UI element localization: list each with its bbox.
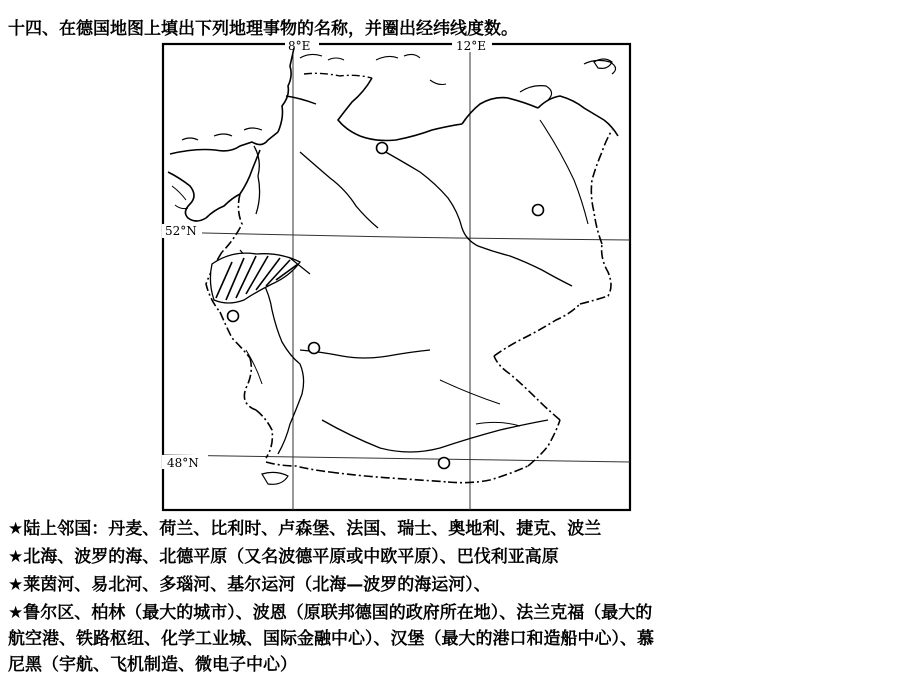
city-circle-bonn xyxy=(228,311,239,322)
weser-river xyxy=(300,152,378,228)
item-rivers: ★莱茵河、易北河、多瑙河、基尔运河（北海—波罗的海运河）、 xyxy=(8,575,491,595)
item-cities-2: 航空港、铁路枢纽、化学工业城、国际金融中心）、汉堡（最大的港口和造船中心）、慕 xyxy=(8,629,654,649)
city-circle-munich xyxy=(439,458,450,469)
lat-label-52n: 52°N xyxy=(165,224,197,238)
city-markers xyxy=(228,143,544,469)
city-circle-hamburg xyxy=(377,143,388,154)
question-title: 十四、在德国地图上填出下列地理事物的名称，并圈出经纬线度数。 xyxy=(8,19,518,39)
kiel-canal xyxy=(286,96,316,104)
item-cities-1: ★鲁尔区、柏林（最大的城市）、波恩（原联邦德国的政府所在地）、法兰克福（最大的 xyxy=(8,603,653,623)
north-sea-coast xyxy=(168,48,294,221)
item-neighbors: ★陆上邻国：丹麦、荷兰、比利时、卢森堡、法国、瑞士、奥地利、捷克、波兰 xyxy=(8,519,602,539)
parallel-48n xyxy=(163,455,630,462)
rivers xyxy=(240,120,588,454)
item-seas-plains: ★北海、波罗的海、北德平原（又名波德平原或中欧平原）、巴伐利亚高原 xyxy=(8,547,559,567)
eastern-border xyxy=(494,130,612,420)
ruhr-hatched-area xyxy=(210,253,310,303)
city-circle-frankfurt xyxy=(309,343,320,354)
denmark-border xyxy=(304,73,372,78)
lat-label-48n: 48°N xyxy=(167,456,199,470)
baltic-coast xyxy=(300,54,618,140)
lon-label-12e: 12°E xyxy=(456,39,487,53)
elbe-river xyxy=(382,150,572,286)
item-cities-3: 尼黑（宇航、飞机制造、微电子中心） xyxy=(8,655,297,675)
main-river xyxy=(300,350,430,358)
lon-label-8e: 8°E xyxy=(288,39,311,53)
city-circle-berlin xyxy=(533,205,544,216)
